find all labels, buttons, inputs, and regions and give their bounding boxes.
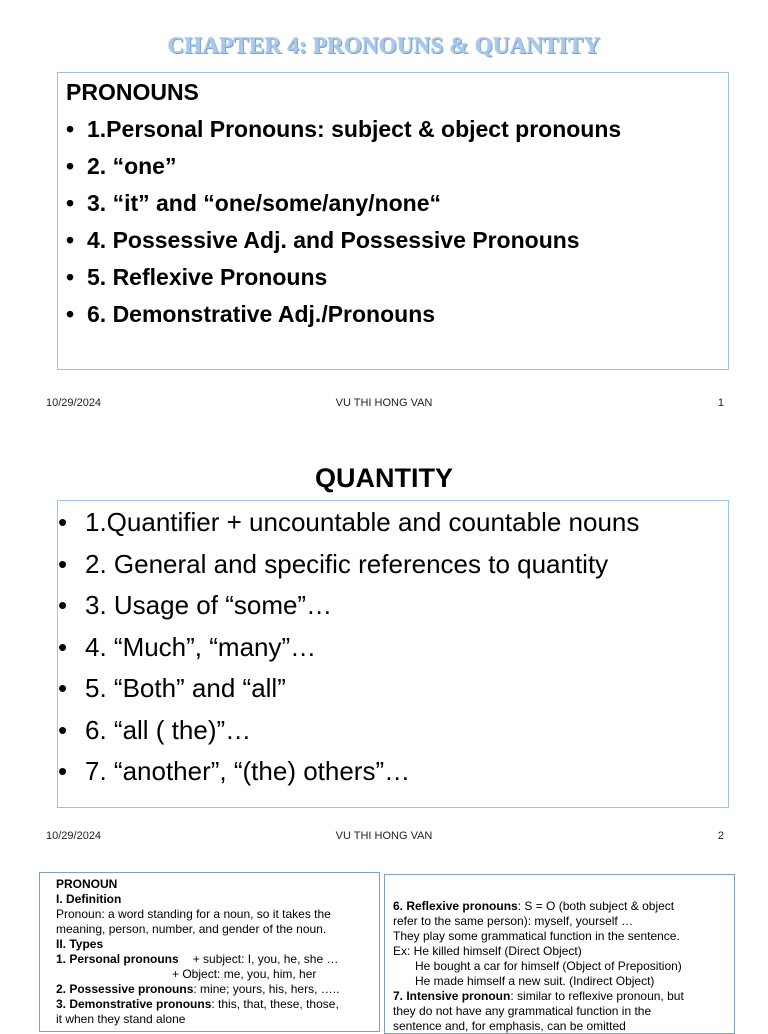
bullet-icon: • [58, 673, 68, 703]
bullet-icon: • [66, 116, 75, 142]
demonstrative-continuation: it when they stand alone [56, 1012, 186, 1026]
function-line: They play some grammatical function in the sentence. [393, 929, 680, 943]
bullet-icon: • [66, 190, 75, 216]
personal-pronouns-line [56, 952, 338, 966]
example-line: Ex: He killed himself (Direct Object) [393, 944, 582, 958]
intensive-line3: sentence and, for emphasis, can be omitted [393, 1019, 626, 1033]
definition-line: Pronoun: a word standing for a noun, so it takes the [56, 907, 331, 921]
slide2-footer-author: VU THI HONG VAN [335, 830, 433, 842]
slide1-footer-date: 10/29/2024 [46, 397, 102, 409]
bullet-icon: • [66, 301, 75, 327]
list-item: • 3. Usage of “some”… [58, 590, 333, 620]
notes-left-box [39, 872, 380, 1032]
list-item: • 4. Possessive Adj. and Possessive Pronouns [66, 227, 580, 253]
demonstrative-pronouns-line [56, 997, 339, 1011]
definition-line: meaning, person, number, and gender of the noun. [56, 922, 327, 936]
slide2-footer-date: 10/29/2024 [46, 830, 102, 842]
list-item: • 3. “it” and “one/some/any/none“ [66, 190, 442, 216]
example-line: He made himself a new suit. (Indirect Object) [415, 974, 655, 988]
personal-subject-text: + subject: I, you, he, she … [192, 952, 339, 966]
bullet-icon: • [66, 264, 75, 290]
bullet-icon: • [58, 756, 68, 786]
pronouns-box [57, 72, 729, 370]
reflexive-line [393, 899, 674, 913]
personal-pronouns-label: 1. Personal pronouns [56, 952, 179, 966]
bullet-icon: • [58, 507, 68, 537]
slide1-page-number: 1 [717, 397, 724, 409]
example-line: He bought a car for himself (Object of Preposition) [415, 959, 682, 973]
list-item: • 6. “all ( the)”… [58, 714, 252, 745]
list-item: • 7. “another”, “(the) others”… [58, 756, 411, 786]
reflexive-label: 6. Reflexive pronouns [393, 899, 518, 913]
possessive-pronouns-text: : mine; yours, his, hers, ….. [193, 982, 340, 996]
possessive-pronouns-line [56, 982, 339, 996]
intensive-label: 7. Intensive pronoun [393, 989, 511, 1003]
list-item: • 5. Reflexive Pronouns [66, 264, 328, 290]
list-item: • 6. Demonstrative Adj./Pronouns [66, 301, 436, 327]
pronouns-heading: PRONOUNS [66, 79, 199, 105]
slide1-footer-author: VU THI HONG VAN [335, 397, 433, 409]
quantity-list [58, 506, 639, 797]
intensive-line2: they do not have any grammatical function in the [393, 1004, 652, 1018]
reflexive-text: : S = O (both subject & object [517, 899, 675, 913]
quantity-title: QUANTITY [315, 463, 453, 493]
list-item: • 1.Personal Pronouns: subject & object pronouns [66, 116, 622, 142]
list-item: • 5. “Both” and “all” [58, 673, 286, 703]
list-item: • 2. “one” [66, 153, 177, 179]
bullet-icon: • [58, 714, 68, 745]
bullet-icon: • [58, 548, 68, 579]
slide2-page-number: 2 [717, 830, 724, 842]
bullet-icon: • [58, 631, 68, 662]
list-item: • 2. General and specific references to quantity [58, 548, 609, 579]
bullet-icon: • [66, 153, 75, 179]
chapter-title: CHAPTER 4: PRONOUNS & QUANTITY [167, 33, 601, 58]
demonstrative-pronouns-label: 3. Demonstrative pronouns [56, 997, 212, 1011]
intensive-line [393, 989, 684, 1003]
bullet-icon: • [58, 590, 68, 620]
reflexive-line2: refer to the same person): myself, yourself … [393, 914, 634, 928]
possessive-pronouns-label: 2. Possessive pronouns [56, 982, 194, 996]
quantity-box [57, 500, 729, 808]
definition-heading: I. Definition [56, 892, 122, 906]
notes-right-box [384, 874, 735, 1034]
personal-object-text: + Object: me, you, him, her [172, 967, 317, 981]
list-item: • 1.Quantifier + uncountable and countable nouns [58, 507, 640, 537]
types-heading: II. Types [56, 937, 104, 951]
pronouns-list [66, 115, 621, 337]
bullet-icon: • [66, 227, 75, 253]
list-item: • 4. “Much”, “many”… [58, 631, 317, 662]
demonstrative-pronouns-text: : this, that, these, those, [211, 997, 339, 1011]
notes-heading: PRONOUN [56, 877, 118, 891]
intensive-text: : similar to reflexive pronoun, but [510, 989, 684, 1003]
